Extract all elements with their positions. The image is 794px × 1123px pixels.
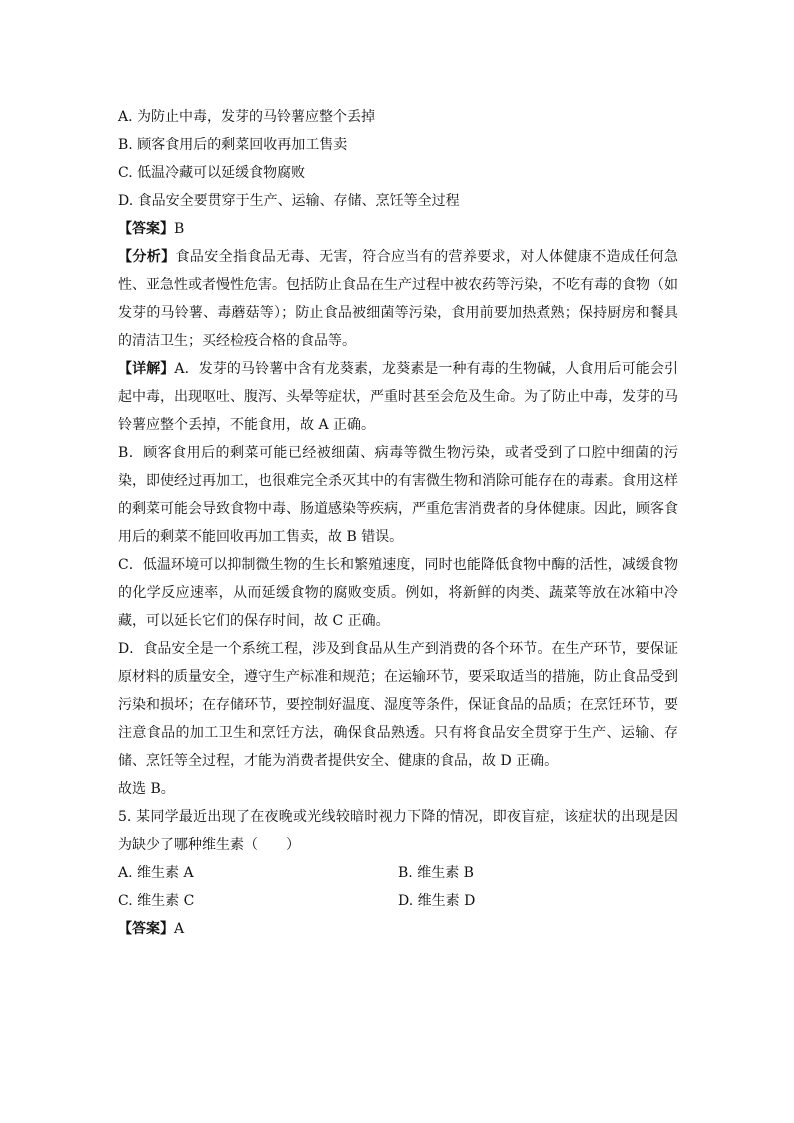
detail-tag: 【详解】 xyxy=(118,361,175,377)
q4-option-d: D. 食品安全要贯穿于生产、运输、存储、烹饪等全过程 xyxy=(118,193,460,209)
q4-detail-c: C．低温环境可以抑制微生物的生长和繁殖速度，同时也能降低食物中酶的活性，减缓食物的化学反应速率，从而延缓食物的腐败变质。例如，将新鲜的肉类、蔬菜等放在冰箱中冷藏，可以延长它们的保存时间，故 C 正确。 xyxy=(118,557,678,629)
q4-option-b: B. 顾客食用后的剩菜回收再加工售卖 xyxy=(118,137,348,153)
answer-value: B xyxy=(174,221,185,237)
page-content xyxy=(118,103,678,943)
q4-detail-d: D．食品安全是一个系统工程，涉及到食品从生产到消费的各个环节。在生产环节，要保证原材料的质量安全，遵守生产标准和规范；在运输环节，要采取适当的措施，防止食品受到污染和损坏；在存储环节，要控制好温度、湿度等条件，保证食品的品质；在烹饪环节，要注意食品的加工卫生和烹饪方法，确保食品熟透。只有将食品安全贯穿于生产、运输、存储、烹饪等全过程，才能为消费者提供安全、健康的食品，故 D 正确。 xyxy=(118,641,678,769)
q5-options-row-1 xyxy=(118,859,678,887)
q5-option-c: C. 维生素 C xyxy=(118,893,195,909)
q4-detail-a xyxy=(118,355,678,439)
q5-stem: 5. 某同学最近出现了在夜晚或光线较暗时视力下降的情况，即夜盲症，该症状的出现是因为缺少了哪种维生素（ ） xyxy=(118,809,678,853)
q4-option-c: C. 低温冷藏可以延缓食物腐败 xyxy=(118,165,306,181)
detail-a-text: A．发芽的马铃薯中含有龙葵素，龙葵素是一种有毒的生物碱，人食用后可能会引起中毒，出现呕吐、腹泻、头晕等症状，严重时甚至会危及生命。为了防止中毒，发芽的马铃薯应整个丢掉，不能食用，故 A 正确。 xyxy=(118,361,679,433)
q4-detail-b: B．顾客食用后的剩菜可能已经被细菌、病毒等微生物污染，或者受到了口腔中细菌的污染，即使经过再加工，也很难完全杀灭其中的有害微生物和消除可能存在的毒素。食用这样的剩菜可能会导致食物中毒、肠道感染等疾病，严重危害消费者的身体健康。因此，顾客食用后的剩菜不能回收再加工售卖，故 B 错误。 xyxy=(118,445,678,545)
q4-analysis xyxy=(118,243,678,355)
answer-value: A xyxy=(174,921,185,937)
q5-option-a: A. 维生素 A xyxy=(118,865,194,881)
q5-option-b: B. 维生素 B xyxy=(398,865,474,881)
q5-options-row-2 xyxy=(118,887,678,915)
answer-tag: 【答案】 xyxy=(118,921,174,937)
answer-tag: 【答案】 xyxy=(118,221,174,237)
q4-answer xyxy=(118,215,678,243)
q5-answer xyxy=(118,915,678,943)
q4-conclusion: 故选 B。 xyxy=(118,781,175,797)
analysis-tag: 【分析】 xyxy=(118,249,176,265)
analysis-text: 食品安全指食品无毒、无害，符合应当有的营养要求，对人体健康不造成任何急性、亚急性或者慢性危害。包括防止食品在生产过程中被农药等污染，不吃有毒的食物（如发芽的马铃薯、毒蘑菇等）；防止食品被细菌等污染，食用前要加热煮熟；保持厨房和餐具的清洁卫生；买经检疫合格的食品等。 xyxy=(118,249,679,349)
q5-option-d: D. 维生素 D xyxy=(398,893,476,909)
q4-option-a: A. 为防止中毒，发芽的马铃薯应整个丢掉 xyxy=(118,109,376,125)
